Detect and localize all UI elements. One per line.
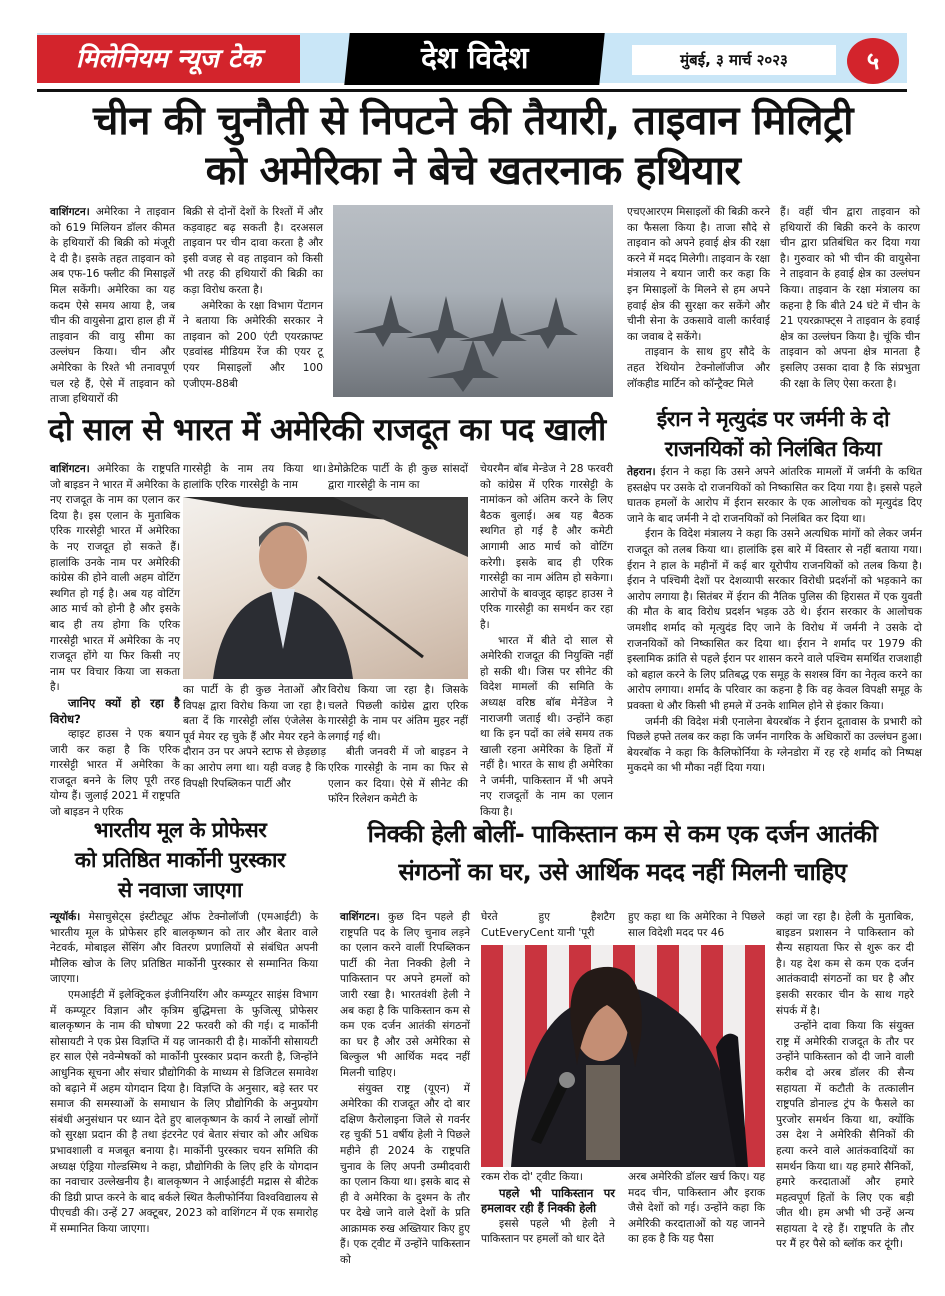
masthead-divider — [37, 89, 907, 92]
newspaper-logo: मिलेनियम न्यूज टेक — [37, 35, 300, 83]
paragraph: संयुक्त राष्ट्र (यूएन) में अमेरिका की राजदूत और दो बार दक्षिण कैरोलाइना जिले से गवर्नर रह चुकीं 51 वर्षीय हेली ने पिछले महीने ही 2024 के राष्ट्रपति चुनाव के लिए अपनी उम्मीदवारी का एलान किया था। इसके बाद से ही वे अमेरिका के दुश्मन के तौर पर देखे जाने वाले देशों के प्रति आक्रामक रुख अख्तियार किए हुए हैं। एक ट्वीट में उन्होंने पाकिस्तान को — [340, 1082, 470, 1267]
edition-date: मुंबई, ३ मार्च २०२३ — [632, 45, 836, 75]
paragraph: अरब अमेरिकी डॉलर खर्च किए। यह मदद चीन, पाकिस्तान और इराक जैसे देशों को गई। उन्होंने कहा कि अमेरिकी करदाताओं को यह जानने का हक है कि यह पैसा — [628, 1171, 765, 1246]
taiwan-column-3 — [627, 205, 770, 397]
paragraph: गारसेट्टी के नाम तय किया था। हालांकि एरिक गारसेट्टी के नाम — [183, 463, 326, 491]
headline-line: को अमेरिका ने बेचे खतरनाक हथियार — [205, 148, 741, 194]
headline-line: राजनयिकों को निलंबित किया — [664, 437, 882, 461]
haley-headline — [335, 815, 910, 891]
envoy-column-2-bottom — [183, 683, 326, 835]
dateline: वाशिंगटन। — [50, 463, 90, 475]
dateline: वाशिंगटन। — [340, 911, 380, 923]
paragraph: हुए कहा था कि अमेरिका ने पिछले साल विदेशी मदद पर 46 — [628, 911, 765, 939]
headline-line: को प्रतिष्ठित मार्कोनी पुरस्कार — [74, 848, 286, 872]
paragraph-text: ईरान ने कहा कि उसने अपने आंतरिक मामलों में जर्मनी के कथित हस्तक्षेप पर उसके दो राजनयिकों को निष्कासित कर दिया गया है। इससे पहले घातक हमलों के आरोप में ईरान सरकार के एक आलोचक को मृत्युदंड दिए जाने के बाद जर्मनी ने दो राजनयिकों को निलंबित कर दिया था। — [627, 466, 922, 525]
haley-column-4 — [776, 910, 914, 1250]
paragraph: व्हाइट हाउस ने एक बयान जारी कर कहा है कि एरिक गारसेट्टी भारत में अमेरिका के राजदूत बनने के लिए पूरी तरह योग्य हैं। जुलाई 2021 में राष्ट्रपति जो बाइडन ने एरिक — [50, 728, 180, 819]
professor-headline — [40, 815, 320, 905]
dateline: न्यूयॉर्क। — [50, 911, 81, 923]
iran-body — [627, 465, 922, 815]
paragraph: जर्मनी की विदेश मंत्री एनालेना बेयरबॉक ने ईरान दूतावास के प्रभारी को पिछले हफ्ते तलब कर कहा कि जर्मन नागरिक के अधिकारों का उल्लंघन हुआ। बेयरबॉक ने कहा कि कैलिफोर्निया के ग्लेनडोरा में रह रहे शर्माद को निष्पक्ष मुकदमे का भी मौका नहीं दिया गया। — [627, 715, 922, 775]
paragraph — [50, 910, 318, 988]
paragraph: भारत में बीते दो साल से अमेरिकी राजदूत की नियुक्ति नहीं हो सकी थी। जिस पर सीनेट की विदेश मामलों की समिति के अध्यक्ष वरिष्ठ बॉब मेनेंडेज ने नाराजगी जताई थी। उन्होंने कहा था कि इन पदों का लंबे समय तक खाली रहना अमेरिका के हितों में नहीं है। भारत के साथ ही अमेरिका ने जर्मनी, पाकिस्तान में भी अपने नए राजदूतों के नाम का एलान किया है। — [480, 634, 613, 819]
subheading: जानिए क्यों हो रहा है विरोध? — [50, 695, 180, 726]
paragraph: ईरान के विदेश मंत्रालय ने कहा कि उसने अत्यधिक मांगों को लेकर जर्मन राजदूत को तलब किया था। हालांकि इस बारे में विस्तार से नहीं बताया गया। ईरान ने हाल के महीनों में कई बार यूरोपीय राजनयिकों को तलब किया है। ईरान ने पश्चिमी देशों पर देशव्यापी सरकार विरोधी प्रदर्शनों को भड़काने का आरोप लगाया है। सितंबर में ईरान की नैतिक पुलिस की हिरासत में एक युवती की मौत के बाद विरोध प्रदर्शन भड़क उठे थे। ईरान सरकार के आलोचक जमशीद शर्माद को मृत्युदंड दिए जाने के विरोध में जर्मनी ने उसके दो राजनयिकों को निष्कासित कर दिया था। ईरान ने शर्माद पर 1979 की इस्लामिक क्रांति से पहले ईरान पर शासन करने वाले पश्चिम समर्थित राजशाही को बहाल करने के लिए प्रतिबद्ध एक समूह के सशस्त्र विंग का नेतृत्व करने का आरोप लगाया। शर्माद के परिवार का कहना है कि वह केवल विपक्षी समूह के प्रवक्ता थे और किसी भी हमले में उनके शामिल होने से इंकार किया। — [627, 528, 922, 712]
taiwan-column-4 — [780, 205, 920, 397]
envoy-column-3-bottom — [328, 683, 468, 835]
subheading: पहले भी पाकिस्तान पर हमलावर रही हैं निक्की हेली — [481, 1185, 615, 1216]
paragraph: बिक्री से दोनों देशों के रिश्तों में और कड़वाहट बढ़ सकती है। दरअसल ताइवान पर चीन दावा करता है और इसी वजह से वह ताइवान को किसी भी तरह की हथियारों की बिक्री का कड़ा विरोध करता है। — [183, 206, 323, 296]
haley-column-3-bottom — [628, 1170, 765, 1250]
paragraph — [627, 465, 922, 527]
taiwan-column-2 — [183, 205, 323, 397]
envoy-headline: दो साल से भारत में अमेरिकी राजदूत का पद खाली — [48, 412, 606, 448]
speaker-illustration — [481, 945, 765, 1167]
paragraph — [340, 910, 470, 1082]
headline-line: संगठनों का घर, उसे आर्थिक मदद नहीं मिलनी चाहिए — [398, 858, 847, 886]
haley-column-2-top — [481, 910, 615, 942]
paragraph: रकम रोक दो' ट्वीट किया। — [481, 1171, 583, 1183]
paragraph-text: कुछ दिन पहले ही राष्ट्रपति पद के लिए चुनाव लड़ने का एलान करने वालीं रिपब्लिकन पार्टी की नेता निक्की हेली ने पाकिस्तान पर अपने हमलों को जारी रखा है। भारतवंशी हेली ने अब कहा है कि पाकिस्तान कम से कम एक दर्जन आतंकी संगठनों का घर है और उसे अमेरिका से बिल्कुल भी आर्थिक मदद नहीं मिलनी चाहिए। — [340, 911, 470, 1079]
haley-column-2-bottom — [481, 1170, 615, 1250]
page-number: ५ — [847, 38, 899, 84]
paragraph: कहां जा रहा है। हेली के मुताबिक, बाइडन प्रशासन ने पाकिस्तान को सैन्य सहायता फिर से शुरू कर दी है। यह देश कम से कम एक दर्जन आतंकवादी संगठनों का घर है और इसकी सरकार चीन के साथ गहरे संपर्क में है। — [776, 911, 914, 1017]
headline-line: निक्की हेली बोलीं- पाकिस्तान कम से कम एक दर्जन आतंकी — [367, 820, 878, 848]
iran-headline — [624, 404, 922, 464]
envoy-column-1 — [50, 462, 180, 834]
paragraph: विरोध किया जा रहा है। जिसके चलते पिछली कांग्रेस द्वारा एरिक गारसेट्टी के नाम पर अंतिम मुहर नहीं लगाई गई थी। — [328, 684, 468, 743]
paragraph: उन्होंने दावा किया कि संयुक्त राष्ट्र में अमेरिकी राजदूत के तौर पर उन्होंने पाकिस्तान को दी जाने वाली करीब दो अरब डॉलर की सैन्य सहायता में कटौती के तत्कालीन राष्ट्रपति डोनाल्ड ट्रंप के फैसले का पुरजोर समर्थन किया था, क्योंकि उस देश ने अमेरिकी सैनिकों की हत्या करने वाले आतंकवादियों का समर्थन किया था। यह हमारे सैनिकों, हमारे करदाताओं और हमारे महत्वपूर्ण हितों के लिए एक बड़ी जीत थी। हम अभी भी उन्हें अन्य सहायता दे रहे हैं। राष्ट्रपति के तौर पर मैं हर पैसे को ब्लॉक कर दूंगी। — [776, 1020, 914, 1251]
paragraph: घेरते हुए हैशटैग CutEveryCent यानी 'पूरी — [481, 911, 615, 939]
headline-line: ईरान ने मृत्युदंड पर जर्मनी के दो — [656, 407, 890, 431]
paragraph: ताइवान के साथ हुए सौदे के तहत रेथियोन टेक्नोलॉजीज और लॉकहीड मार्टिन को कॉन्ट्रैक्ट मिले — [627, 346, 770, 390]
paragraph: इससे पहले भी हेली ने पाकिस्तान पर हमलों को धार देते — [481, 1217, 615, 1246]
paragraph: बीती जनवरी में जो बाइडन ने एरिक गारसेट्टी के नाम का फिर से एलान कर दिया। ऐसे में सीनेट की फॉरेन रिलेशन कमेटी के — [328, 746, 468, 806]
paragraph: अमेरिका के रक्षा विभाग पेंटागन ने बताया कि अमेरिकी सरकार ने ताइवान को 200 एंटी एयरक्राफ्ट एडवांस्ड मीडियम रेंज की एयर टू एयर मिसाइलों और 100 एजीएम-88बी — [183, 299, 323, 390]
eric-garcetti-photo — [183, 497, 468, 679]
jets-illustration — [333, 205, 613, 397]
headline-line: से नवाजा जाएगा — [117, 878, 242, 902]
headline-line: भारतीय मूल के प्रोफेसर — [93, 818, 267, 842]
paragraph-text: अमेरिका के राष्ट्रपति जो बाइडन ने भारत में अमेरिका के नए राजदूत के नाम का एलान कर दिया है। इस एलान के मुताबिक एरिक गारसेट्टी भारत में अमेरिका के नए राजदूत हो सकते हैं। हालांकि उनके नाम पर अमेरिकी कांग्रेस की होने वाली अहम वोटिंग स्थगित हो गई है। अब यह वोटिंग आठ मार्च को होनी है और इसके बाद ही तय होगा कि एरिक गारसेट्टी भारत में अमेरिका के नए राजदूत होंगे या फिर किसी नए नाम पर विचार किया जा सकता है। — [50, 463, 180, 694]
paragraph: का पार्टी के ही कुछ नेताओं और विपक्ष द्वारा विरोध किया जा रहा है। बता दें कि गारसेट्टी लॉस एंजेलेस के पूर्व मेयर रह चुके हैं और मेयर रहने के दौरान उन पर अपने स्टाफ से छेड़छाड़ का आरोप लगा था। यही वजह है कि विपक्षी रिपब्लिकन पार्टी और — [183, 684, 326, 790]
section-label — [344, 33, 604, 85]
paragraph-text: अमेरिका ने ताइवान को 619 मिलियन डॉलर कीमत के हथियारों की बिक्री को मंजूरी दे दी है। इसके तहत ताइवान को अब एफ-16 फ्लीट की मिसाइलें मिल सकेंगी। अमेरिका का यह कदम ऐसे समय आया है, जब चीन की वायुसेना द्वारा हाल ही में ताइवान की वायु सीमा का उल्लंघन किया। चीन और अमेरिका के रिश्ते भी तनावपूर्ण चल रहे हैं, ऐसे में ताइवान को ताजा हथियारों की — [50, 206, 175, 406]
dateline: तेहरान। — [627, 466, 656, 478]
fighter-jets-photo — [333, 205, 613, 397]
envoy-column-2-top — [183, 462, 326, 494]
taiwan-headline — [40, 96, 906, 196]
speaker-illustration — [183, 497, 468, 679]
paragraph — [50, 205, 175, 408]
paragraph: डेमोक्रेटिक पार्टी के ही कुछ सांसदों द्वारा गारसेट्टी के नाम का — [328, 463, 468, 491]
haley-column-1 — [340, 910, 470, 1267]
dateline: वाशिंगटन। — [50, 206, 90, 218]
paragraph: हैं। वहीं चीन द्वारा ताइवान को हथियारों की बिक्री करने के कारण चीन द्वारा प्रतिबंधित कर दिया गया है। गुरुवार को भी चीन की वायुसेना ने ताइवान के हवाई क्षेत्र का उल्लंघन किया। ताइवान के रक्षा मंत्रालय का कहना है कि बीते 24 घंटे में चीन के 21 एयरक्राफ्ट्स ने ताइवान के हवाई क्षेत्र का उल्लंघन किया है। चूंकि चीन ताइवान को अपना क्षेत्र मानता है इसलिए उसका दावा है कि संप्रभुता की रक्षा के लिए ऐसा करता है। — [780, 206, 920, 390]
envoy-column-3-top — [328, 462, 468, 494]
haley-column-3-top — [628, 910, 765, 942]
taiwan-column-1 — [50, 205, 175, 406]
paragraph-text: मेसाचुसेट्स इंस्टीट्यूट ऑफ टेक्नोलॉजी (एमआईटी) के भारतीय मूल के प्रोफेसर हरि बालकृष्णन को तार और बेतार वाले नेटवर्क, मोबाइल सेंसिंग और वितरण प्रणालियों से संबंधित अपनी मौलिक खोज के लिए प्रतिष्ठित मार्कोनी पुरस्कार से सम्मानित किया जाएगा। — [50, 911, 318, 986]
paragraph: चेयरमैन बॉब मेन्डेज ने 28 फरवरी को कांग्रेस में एरिक गारसेट्टी के नामांकन को अंतिम करने के लिए बैठक बुलाई। अब यह बैठक स्थगित हो गई है और कमेटी आगामी आठ मार्च को वोटिंग करेगी। इसके बाद ही एरिक गारसेट्टी का नाम अंतिम हो सकेगा। आरोपों के बावजूद व्हाइट हाउस ने एरिक गारसेट्टी का समर्थन कर रहा है। — [480, 463, 613, 631]
nikki-haley-photo — [481, 945, 765, 1167]
headline-line: चीन की चुनौती से निपटने की तैयारी, ताइवान मिलिट्री — [93, 98, 853, 144]
section-title: देश विदेश — [420, 41, 529, 76]
professor-body — [50, 910, 318, 1250]
paragraph — [50, 462, 180, 696]
paragraph: एचएआरएम मिसाइलों की बिक्री करने का फैसला किया है। ताजा सौदे से ताइवान को अपने हवाई क्षेत्र की रक्षा करने में मदद मिलेगी। ताइवान के रक्षा मंत्रालय ने बयान जारी कर कहा कि इन मिसाइलों के मिलने से हम अपने हवाई क्षेत्र की सुरक्षा कर सकेंगे और चीनी सेना के उकसावे वाली कार्रवाई का जवाब दे सकेंगे। — [627, 206, 770, 343]
paragraph: एमआईटी में इलेक्ट्रिकल इंजीनियरिंग और कम्प्यूटर साइंस विभाग में कम्प्यूटर विज्ञान और कृत्रिम बुद्धिमत्ता के फुजित्सू प्रोफेसर बालकृष्णन के नाम की घोषणा 22 फरवरी को की गई। द मार्कोनी सोसायटी ने एक प्रेस विज्ञप्ति में यह जानकारी दी है। मार्कोनी सोसायटी हर साल ऐसे नवेन्मेषकों को मार्कोनी पुरस्कार प्रदान करती है, जिन्होंने आधुनिक सूचना और संचार प्रौद्योगिकी के माध्यम से डिजिटल समावेश को बढ़ाने में अहम योगदान दिया है। विज्ञप्ति के अनुसार, बड़े स्तर पर समाज की समस्याओं के समाधान के लिए प्रौद्योगिकी के अनुप्रयोग संबंधी अनुसंधान पर ध्यान देते हुए बालकृष्णन के कार्य ने लाखों लोगों को सुरक्षा प्रदान की है तथा इंटरनेट एवं बेतार संचार को और अधिक प्रभावशाली व मजबूत बनाया है। मार्कोनी पुरस्कार चयन समिति की अध्यक्ष एंड्रिया गोल्डस्मिथ ने कहा, प्रौद्योगिकी के लिए हरि के योगदान का नवाचार उल्लेखनीय है। बालकृष्णन ने आईआईटी मद्रास से बीटेक की डिग्री प्राप्त करने के बाद बर्कले स्थित कैलीफोर्निया विश्वविद्यालय से पीएचडी की। उन्हें 27 अक्टूबर, 2023 को वाशिंगटन में एक समारोह में सम्मानित किया जाएगा। — [50, 988, 318, 1235]
envoy-column-4 — [480, 462, 613, 834]
